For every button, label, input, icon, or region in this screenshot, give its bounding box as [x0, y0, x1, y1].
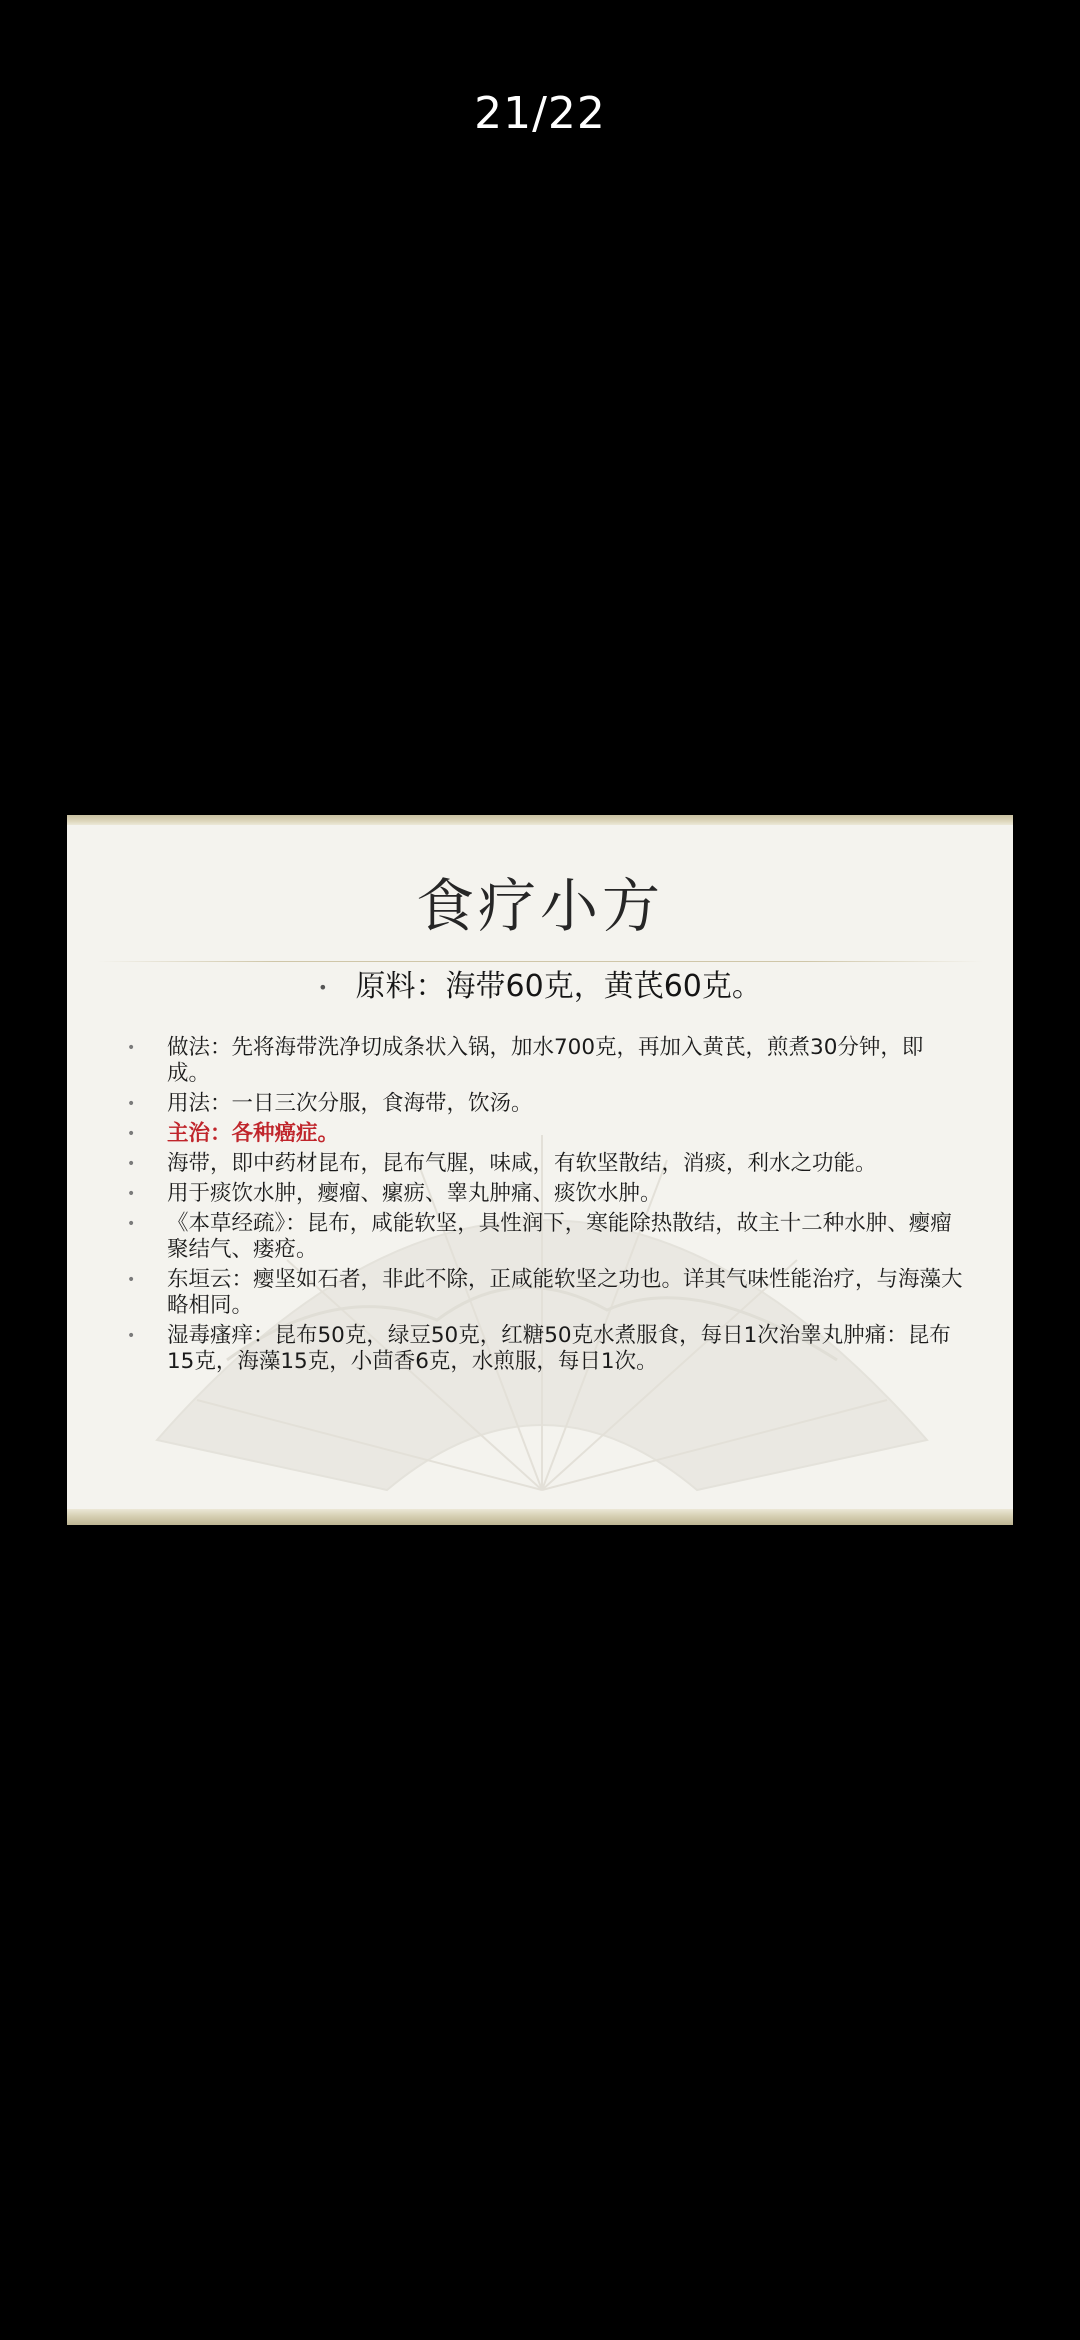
bullet-icon: •	[127, 1156, 136, 1172]
bullet-icon: •	[127, 1096, 136, 1112]
page-counter: 21/22	[474, 88, 606, 139]
ingredients-line	[67, 963, 1013, 1012]
bullet-icon: •	[127, 1126, 136, 1142]
bullet-icon: •	[127, 1272, 136, 1288]
list-item: • 海带，即中药材昆布，昆布气腥，味咸，有软坚散结，消痰，利水之功能。	[127, 1151, 877, 1176]
bullet-icon: •	[127, 1040, 136, 1056]
list-item: • 东垣云：瘿坚如石者，非此不除，正咸能软坚之功也。详其气味性能治疗，与海藻大略相同。	[127, 1267, 963, 1318]
list-item-highlighted: • 主治：各种癌症。	[127, 1121, 340, 1146]
bullet-icon: •	[127, 1186, 136, 1202]
slide-title: 食疗小方	[415, 872, 664, 940]
bullet-icon: •	[318, 977, 328, 997]
slide-image[interactable]	[67, 815, 1013, 1525]
slide-top-border	[67, 815, 1013, 825]
list-item: • 用法：一日三次分服，食海带，饮汤。	[127, 1091, 533, 1116]
bullet-icon: •	[127, 1328, 136, 1344]
list-item: • 湿毒瘙痒：昆布50克，绿豆50克，红糖50克水煮服食，每日1次治睾丸肿痛：昆布15克，海藻15克，小茴香6克，水煎服，每日1次。	[127, 1323, 951, 1374]
ingredients-text: 原料：海带60克，黄芪60克。	[355, 969, 762, 1004]
list-item: • 做法：先将海带洗净切成条状入锅，加水700克，再加入黄芪，煎煮30分钟，即成。	[127, 1035, 924, 1086]
title-divider	[97, 961, 983, 962]
recipe-details-list	[127, 1035, 963, 1379]
bullet-icon: •	[127, 1216, 136, 1232]
list-item: • 《本草经疏》：昆布，咸能软坚，具性润下，寒能除热散结，故主十二种水肿、瘿瘤聚结气、瘘疮。	[127, 1211, 952, 1262]
list-item: • 用于痰饮水肿，瘿瘤、瘰疬、睾丸肿痛、痰饮水肿。	[127, 1181, 662, 1206]
slide-bottom-border	[67, 1509, 1013, 1525]
